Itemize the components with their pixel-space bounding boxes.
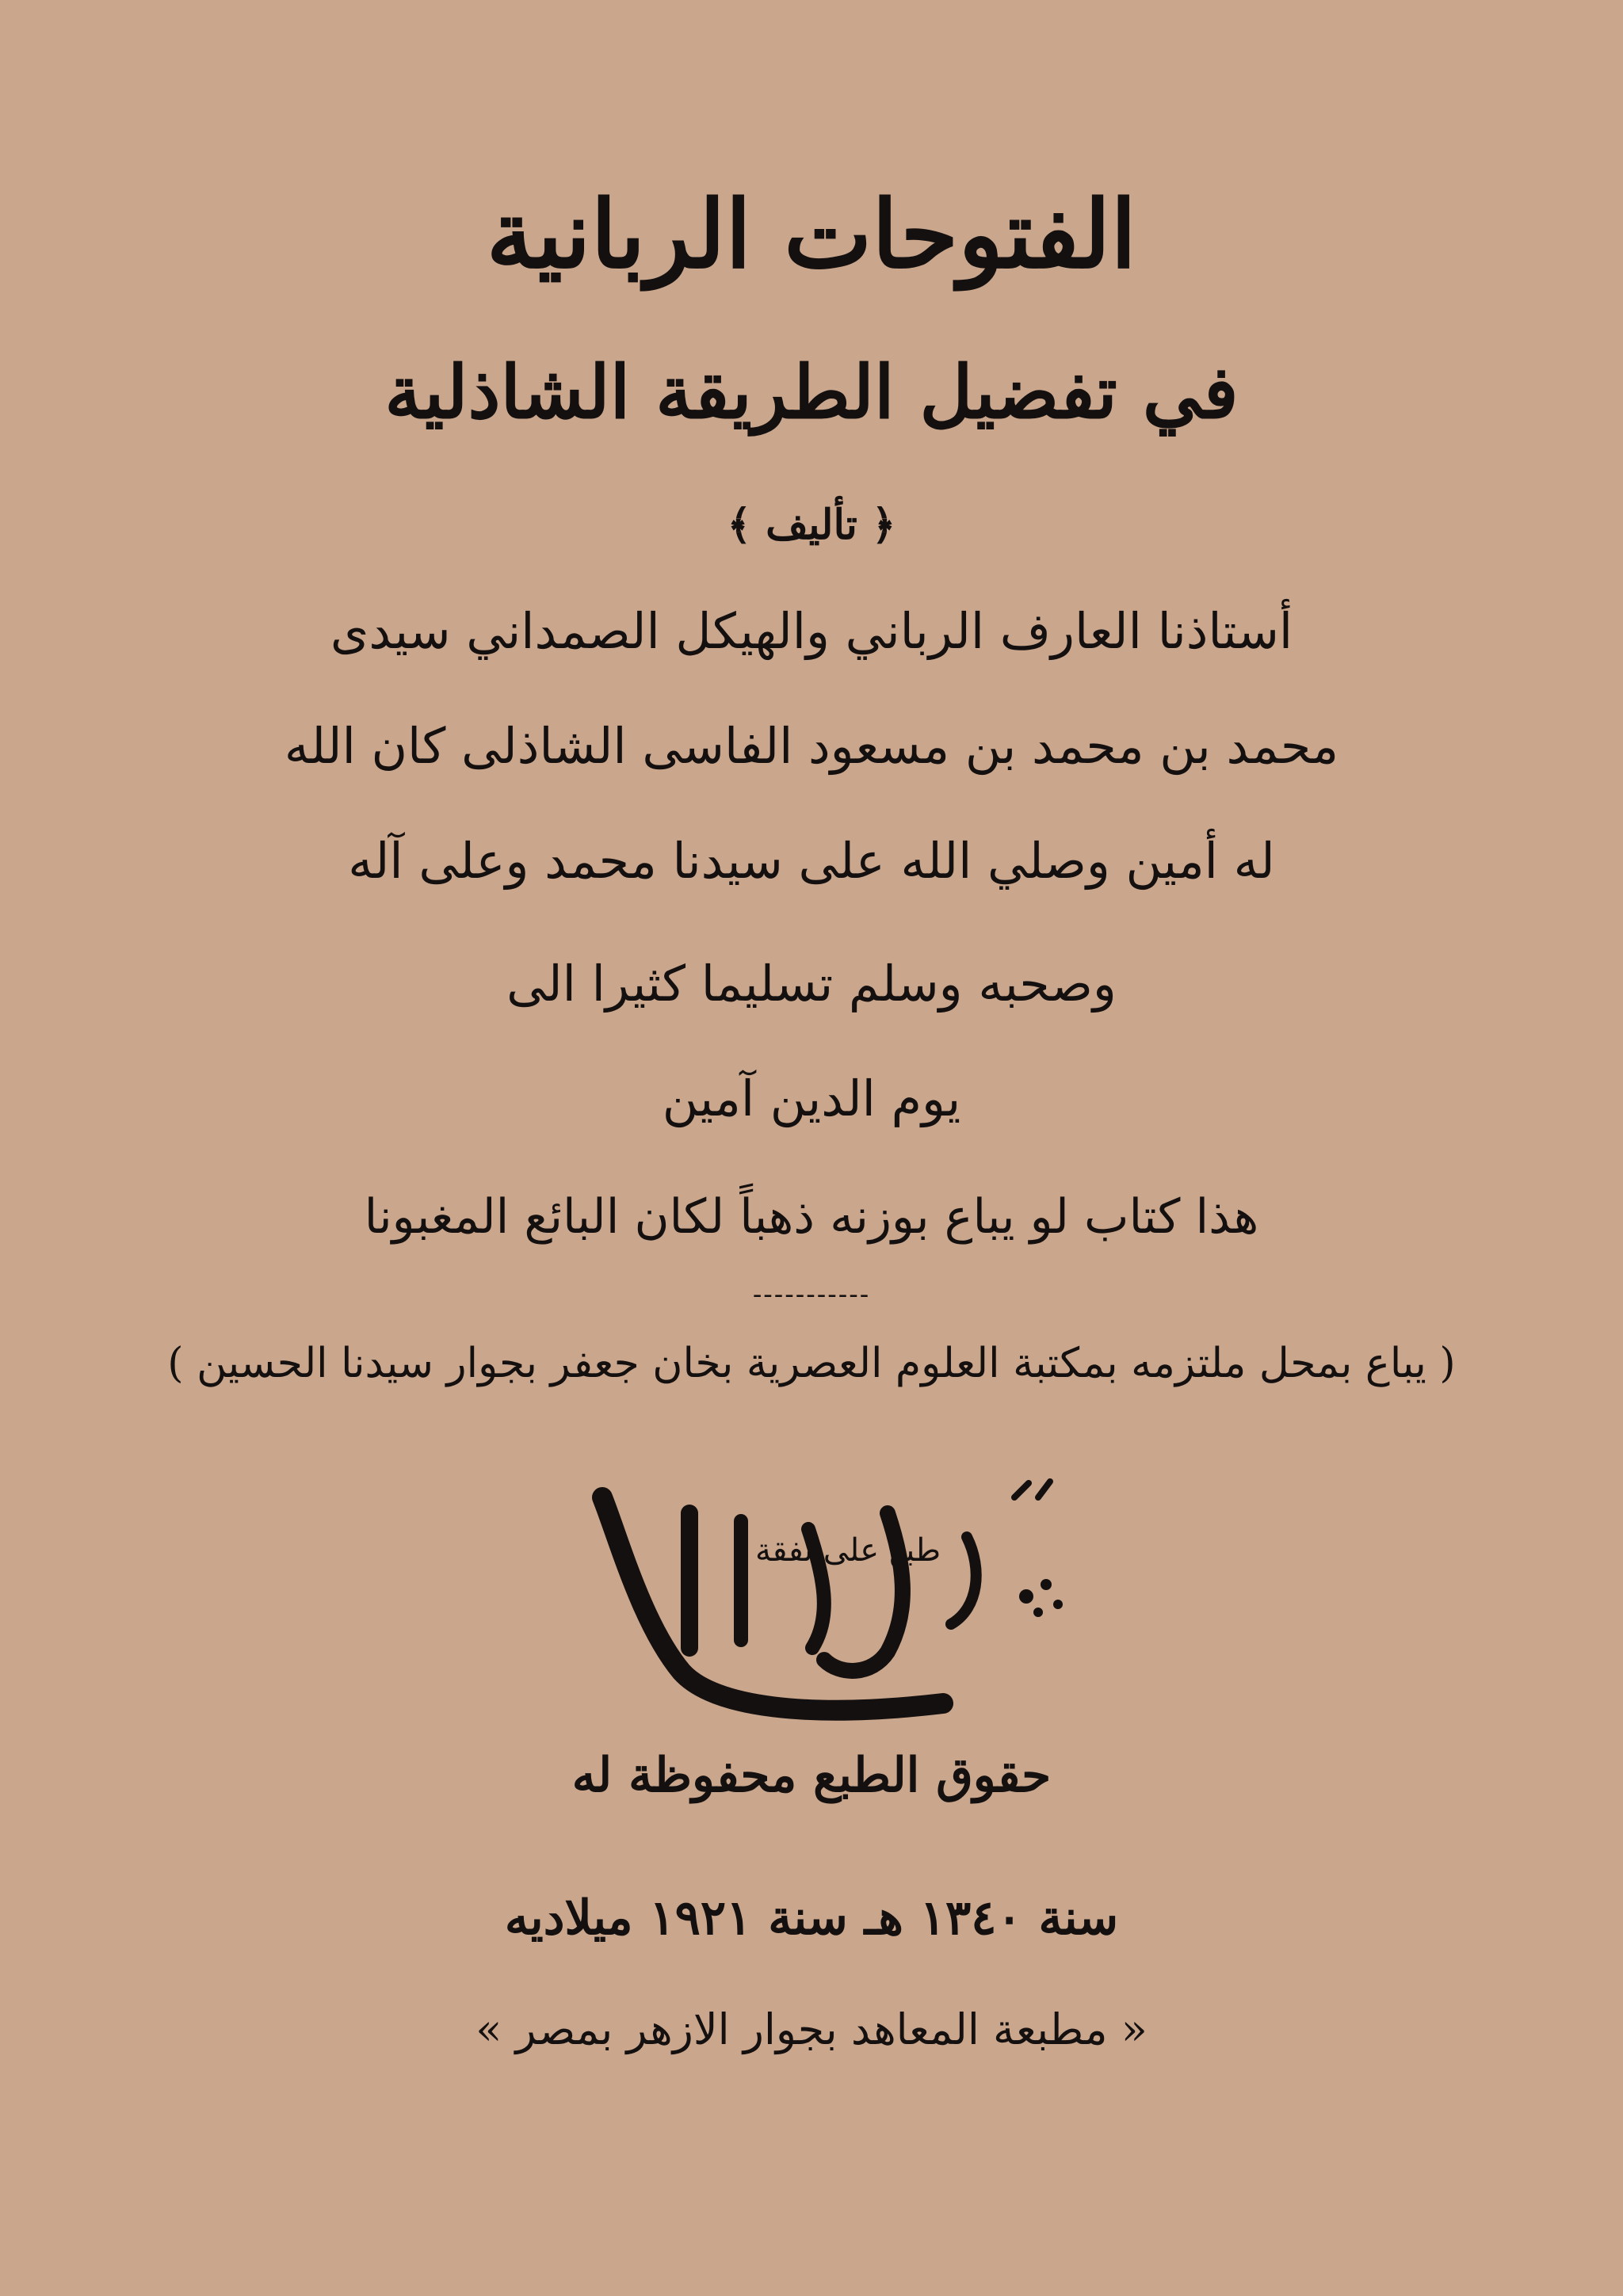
- book-subtitle: في تفضيل الطريقة الشاذلية: [384, 349, 1239, 435]
- author-line-2: محمد بن محمد بن مسعود الفاسى الشاذلى كان الله: [284, 717, 1339, 775]
- author-line-5: يوم الدين آمين: [662, 1070, 961, 1127]
- authorship-heading: ﴿ تأليف ﴾: [727, 501, 896, 549]
- copyright-line: حقوق الطبع محفوظة له: [571, 1748, 1052, 1803]
- book-title: الفتوحات الربانية: [486, 179, 1137, 289]
- author-line-4: وصحبه وسلم تسليما كثيرا الى: [506, 955, 1117, 1013]
- printer-line: « مطبعة المعاهد بجوار الازهر بمصر »: [475, 2004, 1148, 2054]
- emblem-logo-text: الهلال: [823, 1743, 826, 1744]
- verse-line: هذا كتاب لو يباع بوزنه ذهباً لكان البائع المغبونا: [364, 1189, 1259, 1245]
- emblem-press-text: طبع على نفقة: [754, 1532, 941, 1569]
- ornamental-rule: -----------: [752, 1279, 871, 1310]
- sale-note: ( يباع بمحل ملتزمه بمكتبة العلوم العصرية بخان جعفر بجوار سيدنا الحسين ): [167, 1340, 1456, 1387]
- press-emblem: [571, 1466, 1078, 1751]
- author-line-3: له أمين وصلي الله على سيدنا محمد وعلى آله: [348, 832, 1275, 890]
- author-line-1: أستاذنا العارف الرباني والهيكل الصمداني سيدى: [330, 602, 1293, 660]
- publication-date: سنة ١٣٤٠ هـ سنة ١٩٢١ ميلاديه: [504, 1890, 1119, 1946]
